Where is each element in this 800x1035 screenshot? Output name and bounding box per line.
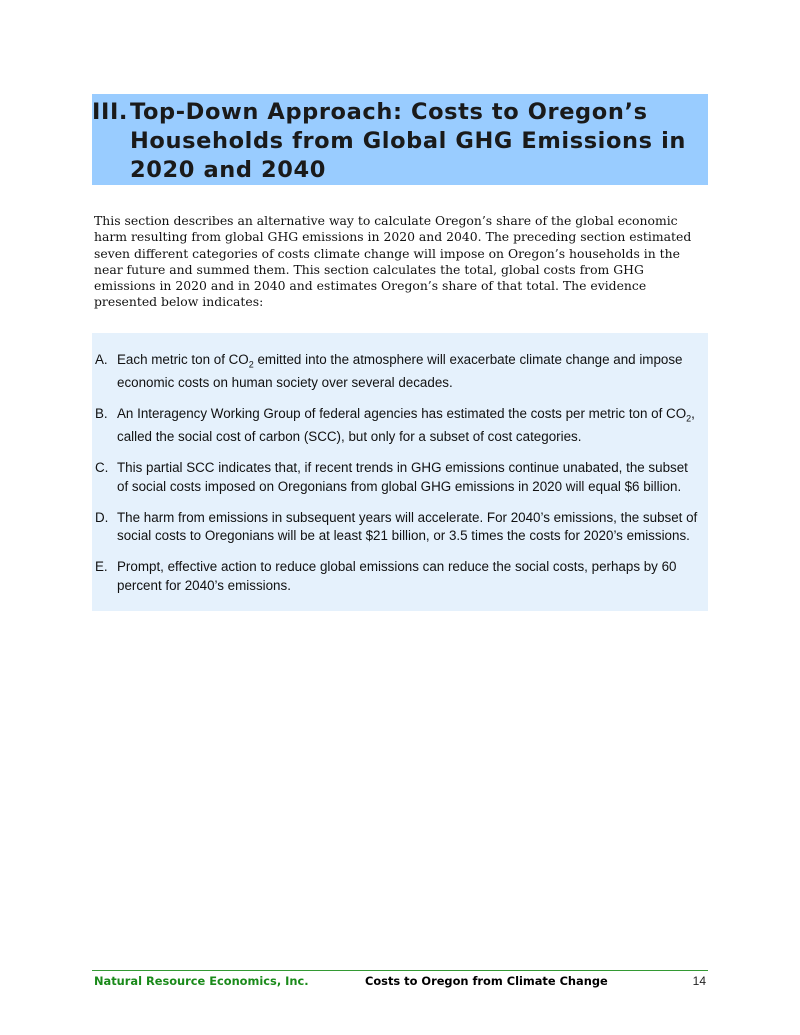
item-letter: B. xyxy=(95,406,108,422)
evidence-item-e xyxy=(92,558,702,595)
footer-company: Natural Resource Economics, Inc. xyxy=(94,974,309,988)
page-footer xyxy=(92,974,708,990)
footer-rule xyxy=(92,970,708,971)
item-letter: E. xyxy=(95,559,108,575)
item-letter: A. xyxy=(95,352,108,367)
evidence-item-b xyxy=(92,405,702,447)
section-heading-box xyxy=(92,94,708,185)
item-text: This partial SCC indicates that, if recent trends in GHG emissions continue unabated, the subset of social costs imposed on Oregonians from global GHG emissions in 2020 will equal $6 billion. xyxy=(117,460,688,494)
item-text: An Interagency Working Group of federal agencies has estimated the costs per metric ton of $CO_2$, called the social cost of carbon (SCC), but only for a subset of cost categories. xyxy=(117,406,695,445)
footer-title: Costs to Oregon from Climate Change xyxy=(365,974,608,988)
evidence-item-a xyxy=(92,351,702,393)
evidence-item-d xyxy=(92,509,702,546)
evidence-box xyxy=(92,333,708,611)
item-letter: C. xyxy=(95,460,109,476)
section-number: III. xyxy=(92,99,129,125)
evidence-item-c xyxy=(92,459,702,496)
subscript: 2 xyxy=(686,413,692,424)
evidence-list xyxy=(92,351,702,595)
section-title: Top-Down Approach: Costs to Oregon’s Households from Global GHG Emissions in 2020 and 2040 xyxy=(130,99,687,183)
item-text: Each metric ton of $CO_2$ emitted into the atmosphere will exacerbate climate change and impose economic costs on human society over several decades. xyxy=(117,352,683,391)
subscript: 2 xyxy=(248,359,254,370)
item-letter: D. xyxy=(95,509,109,525)
intro-paragraph: This section describes an alternative way to calculate Oregon’s share of the global economic harm resulting from global GHG emissions in 2020 and 2040. The preceding section estimated seven different categories of costs climate change will impose on Oregon’s households in the near future and summed them. This section calculates the total, global costs from GHG emissions in 2020 and in 2040 and estimates Oregon’s share of that total. The evidence presented below indicates: xyxy=(94,213,692,310)
item-text: The harm from emissions in subsequent years will accelerate. For 2040’s emissions, the subset of social costs to Oregonians will be at least $21 billion, or 3.5 times the costs for 2020’s emissions. xyxy=(117,509,698,544)
section-heading xyxy=(92,98,700,185)
item-text: Prompt, effective action to reduce global emissions can reduce the social costs, perhaps by 60 percent for 2040’s emissions. xyxy=(117,559,677,593)
page-number: 14 xyxy=(692,974,706,988)
